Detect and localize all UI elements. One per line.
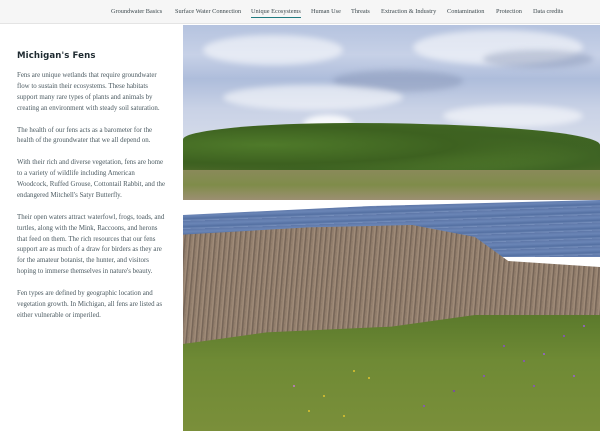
nav-item-protection[interactable]: Protection (496, 8, 522, 15)
nav-item-contamination[interactable]: Contamination (447, 8, 485, 15)
page-title: Michigan's Fens (17, 51, 96, 61)
nav-item-unique-ecosystems[interactable]: Unique Ecosystems (251, 8, 301, 18)
paragraph-wildlife: With their rich and diverse vegetation, fens are home to a variety of wildlife including American Woodcock, Ruffed Grouse, Cottontail Rabbit, and the endangered Mitchell's Satyr Butterfly. (17, 159, 166, 199)
paragraph-barometer: The health of our fens acts as a barometer for the health of the groundwater that we all depend on. (17, 126, 153, 145)
content-sidebar (0, 25, 183, 431)
nav-item-extraction-industry[interactable]: Extraction & Industry (381, 8, 437, 15)
nav-item-groundwater-basics[interactable]: Groundwater Basics (111, 8, 163, 15)
top-navigation (0, 0, 600, 24)
body-text (17, 71, 165, 333)
nav-item-human-use[interactable]: Human Use (311, 8, 341, 15)
nav-item-data-credits[interactable]: Data credits (533, 8, 564, 15)
fen-landscape-photo (183, 25, 600, 431)
paragraph-fen-types: Fen types are defined by geographic location and vegetation growth. In Michigan, all fens are listed as either vulnerable or imperiled. (17, 290, 163, 319)
shoreline (183, 170, 600, 200)
nav-item-threats[interactable]: Threats (351, 8, 370, 15)
nav-item-surface-water-connection[interactable]: Surface Water Connection (175, 8, 242, 15)
paragraph-open-waters: Their open waters attract waterfowl, frogs, toads, and turtles, along with the Mink, Raccoons, and herons that feed on them. The rich resources that our fens support are as much of a draw for birders as they are for the amateur botanist, the hunter, and visitors hoping to immerse themselves in nature's beauty. (17, 213, 165, 276)
paragraph-intro: Fens are unique wetlands that require groundwater flow to sustain their ecosystems. These habitats support many rare types of plants and animals by creating an environment with steady soil saturation. (17, 72, 160, 112)
